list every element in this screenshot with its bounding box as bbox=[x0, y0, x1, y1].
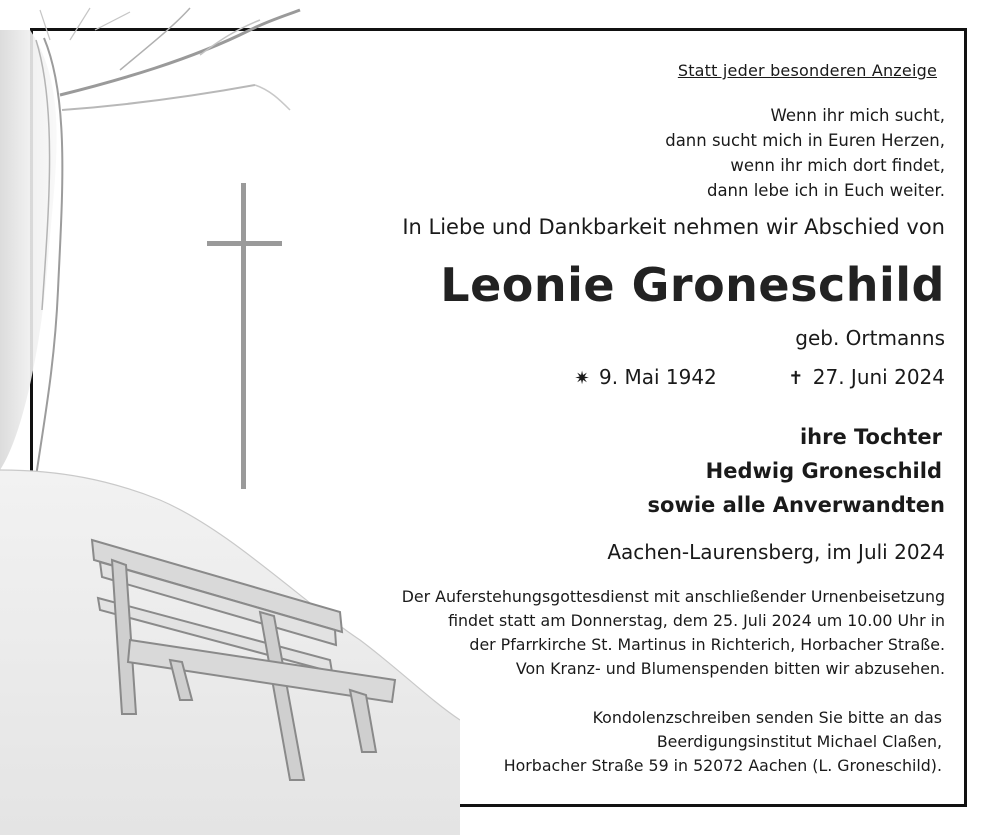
place-date: Aachen-Laurensberg, im Juli 2024 bbox=[607, 540, 945, 564]
condolence-line: Beerdigungsinstitut Michael Claßen, bbox=[656, 732, 942, 751]
mourners bbox=[648, 420, 945, 522]
condolence-line: Horbacher Straße 59 in 52072 Aachen (L. Groneschild). bbox=[503, 756, 942, 775]
farewell-intro: In Liebe und Dankbarkeit nehmen wir Abschied von bbox=[402, 215, 945, 239]
condolence-info bbox=[504, 706, 942, 778]
mourner-line: Hedwig Groneschild bbox=[705, 459, 942, 483]
cross-icon bbox=[207, 183, 282, 489]
memorial-artwork bbox=[0, 0, 460, 835]
poem-line: dann lebe ich in Euch weiter. bbox=[706, 181, 945, 200]
tree-illustration bbox=[0, 8, 300, 520]
service-line: Von Kranz- und Blumenspenden bitten wir abzusehen. bbox=[515, 659, 945, 678]
notice-heading: Statt jeder besonderen Anzeige bbox=[677, 61, 937, 80]
birth-date: 9. Mai 1942 bbox=[599, 365, 717, 389]
snow-slope bbox=[0, 470, 460, 835]
mourner-line: ihre Tochter bbox=[799, 425, 942, 449]
mourner-line: sowie alle Anverwandten bbox=[647, 493, 945, 517]
poem-line: wenn ihr mich dort findet, bbox=[730, 156, 945, 175]
birth-date-row bbox=[571, 365, 717, 389]
death-cross-icon: ✝ bbox=[788, 368, 804, 389]
condolence-line: Kondolenzschreiben senden Sie bitte an das bbox=[592, 708, 942, 727]
service-line: Der Auferstehungsgottesdienst mit anschließender Urnenbeisetzung bbox=[401, 587, 945, 606]
birth-star-icon: ✷ bbox=[574, 368, 590, 389]
service-line: findet statt am Donnerstag, dem 25. Juli 2024 um 10.00 Uhr in bbox=[448, 611, 945, 630]
service-info bbox=[402, 585, 945, 681]
death-date-row bbox=[785, 365, 945, 389]
poem-line: dann sucht mich in Euren Herzen, bbox=[665, 131, 945, 150]
maiden-name: geb. Ortmanns bbox=[795, 326, 945, 350]
poem-line: Wenn ihr mich sucht, bbox=[770, 106, 945, 125]
deceased-name: Leonie Groneschild bbox=[440, 258, 945, 312]
death-date: 27. Juni 2024 bbox=[812, 365, 945, 389]
poem bbox=[665, 103, 945, 203]
service-line: der Pfarrkirche St. Martinus in Richterich, Horbacher Straße. bbox=[469, 635, 945, 654]
